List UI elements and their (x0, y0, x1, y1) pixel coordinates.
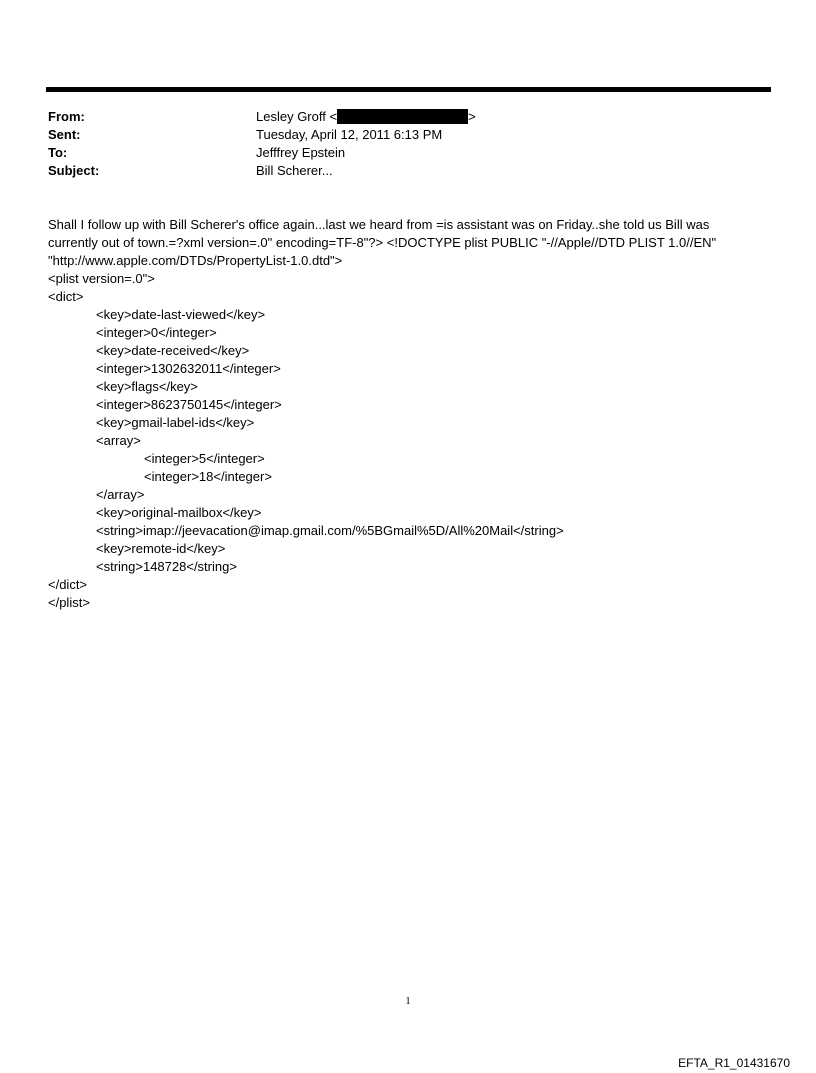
body-paragraph: Shall I follow up with Bill Scherer's office again...last we heard from =is assistant was on Friday..she told us Bill was currently out of town.=?xml version=.0" encoding=TF-8"?> <!DOCTYPE plist PUBLIC "-//Apple//DTD PLIST 1.0//EN" "http://www.apple.com/DTDs/PropertyList-1.0.dtd"> (48, 217, 717, 268)
header-divider-rule (46, 87, 771, 92)
plist-line: </array> (96, 487, 145, 502)
plist-line: <string>imap://jeevacation@imap.gmail.com/%5BGmail%5D/All%20Mail</string> (96, 523, 564, 538)
plist-line: </dict> (48, 577, 88, 592)
plist-line: <key>date-last-viewed</key> (96, 307, 266, 322)
email-header (48, 108, 748, 180)
plist-line: <integer>8623750145</integer> (96, 397, 282, 412)
plist-line: <key>date-received</key> (96, 343, 250, 358)
document-id: EFTA_R1_01431670 (678, 1056, 790, 1070)
plist-line: <integer>18</integer> (144, 469, 272, 484)
plist-line: <array> (96, 433, 141, 448)
plist-line: <string>148728</string> (96, 559, 237, 574)
from-close: > (468, 109, 476, 124)
from-name: Lesley Groff < (256, 109, 338, 124)
page-number: 1 (405, 995, 411, 1007)
sent-value: Tuesday, April 12, 2011 6:13 PM (256, 127, 443, 142)
plist-line: <key>flags</key> (96, 379, 198, 394)
plist-line: </plist> (48, 595, 90, 610)
subject-value: Bill Scherer... (256, 163, 333, 178)
subject-label: Subject: (48, 163, 100, 178)
plist-line: <integer>5</integer> (144, 451, 265, 466)
plist-line: <key>original-mailbox</key> (96, 505, 262, 520)
from-row (48, 108, 748, 126)
plist-line: <plist version=.0"> (48, 271, 155, 286)
plist-line: <integer>0</integer> (96, 325, 217, 340)
sent-label: Sent: (48, 127, 81, 142)
from-value (256, 108, 748, 126)
sent-row (48, 126, 748, 144)
from-label: From: (48, 109, 85, 124)
to-row (48, 144, 748, 162)
plist-line: <key>gmail-label-ids</key> (96, 415, 255, 430)
to-value: Jefffrey Epstein (256, 145, 346, 160)
redacted-email-box (337, 109, 468, 124)
plist-line: <integer>1302632011</integer> (96, 361, 281, 376)
subject-row (48, 162, 748, 180)
to-label: To: (48, 145, 68, 160)
plist-line: <dict> (48, 289, 84, 304)
email-body (48, 216, 748, 612)
plist-line: <key>remote-id</key> (96, 541, 226, 556)
